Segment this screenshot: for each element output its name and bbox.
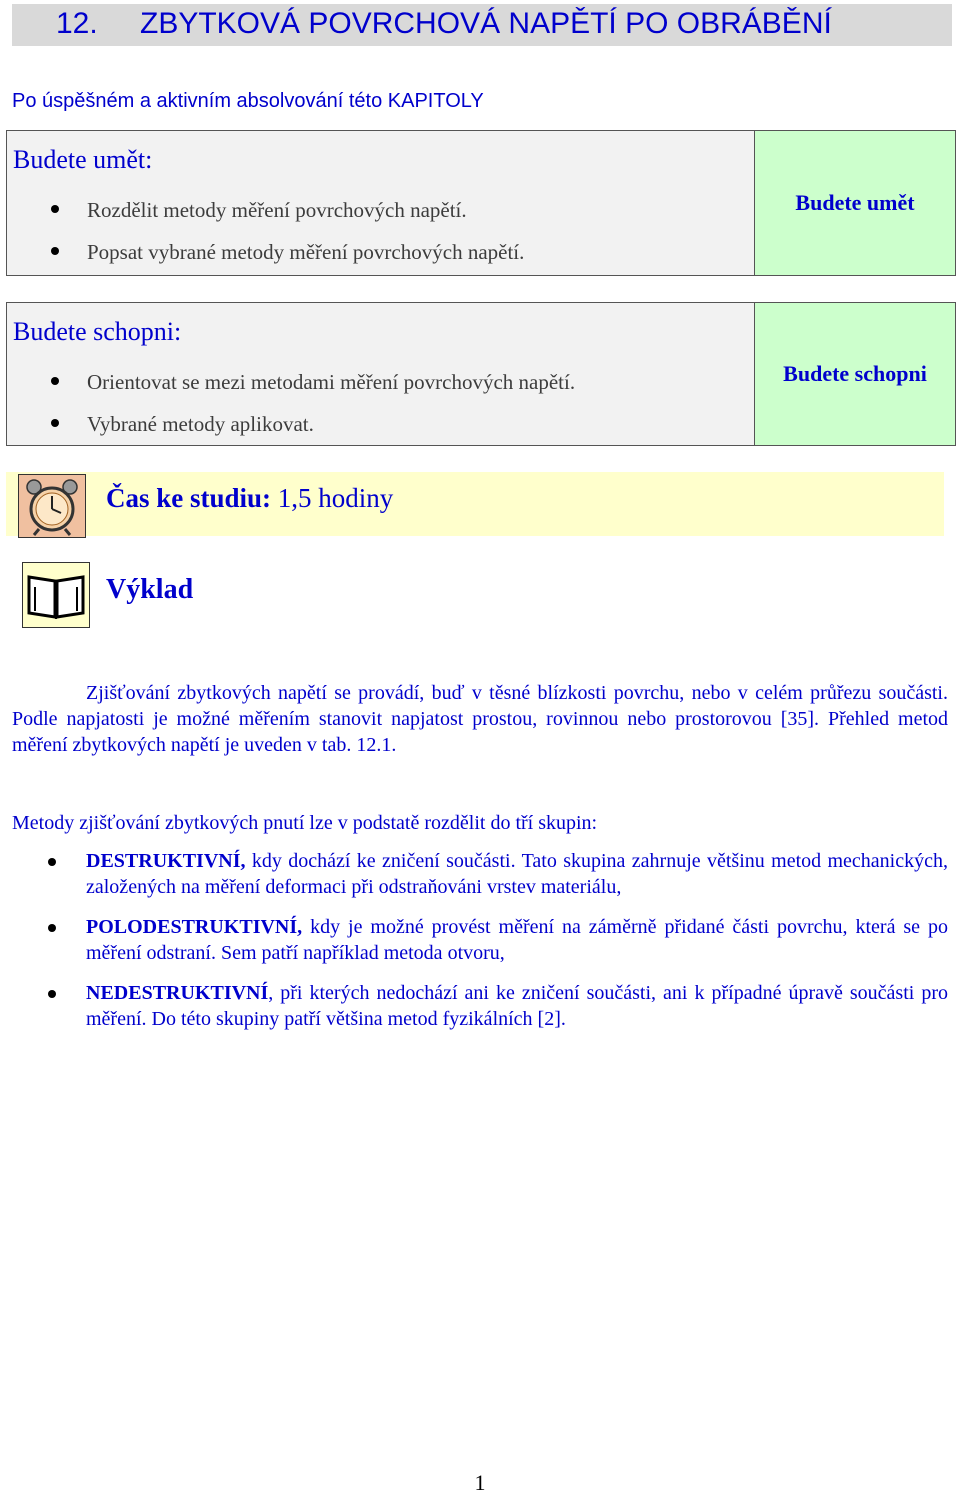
list-item: Rozdělit metody měření povrchových napětí. <box>51 189 524 231</box>
open-book-icon <box>22 562 90 628</box>
list-item: Vybrané metody aplikovat. <box>51 403 575 445</box>
will-be-able-list <box>51 361 575 445</box>
list-item <box>44 980 948 1032</box>
section-heading: Výklad <box>106 574 194 605</box>
paragraph-1: Zjišťování zbytkových napětí se provádí, buď v těsné blízkosti povrchu, nebo v celém průřezu součásti. Podle napjatosti je možné měřením stanovit napjatost prostou, rovinnou nebo prostorovou [35]. Přehled metod měření zbytkových napětí je uveden v tab. 12.1. <box>12 682 948 756</box>
will-be-able-box <box>6 302 956 446</box>
chapter-title-bar <box>12 4 952 46</box>
list-item <box>44 914 948 966</box>
will-know-list <box>51 189 524 273</box>
group-term: POLODESTRUKTIVNÍ, <box>86 916 303 938</box>
list-item: Orientovat se mezi metodami měření povrchových napětí. <box>51 361 575 403</box>
group-text: kdy dochází ke zničení součásti. Tato skupina zahrnuje většinu metod mechanických, založených na měření deformaci při odstraňováni vrstev materiálu, <box>86 850 948 898</box>
study-time-label: Čas ke studiu: <box>106 483 272 513</box>
list-item: Popsat vybrané metody měření povrchových napětí. <box>51 231 524 273</box>
list-item <box>44 848 948 900</box>
alarm-clock-icon <box>18 474 86 538</box>
will-know-heading: Budete umět: <box>13 145 153 174</box>
intro-text: Po úspěšném a aktivním absolvování této KAPITOLY <box>12 90 484 112</box>
chapter-number: 12. <box>56 7 98 40</box>
group-term: NEDESTRUKTIVNÍ <box>86 982 269 1004</box>
group-text: kdy je možné provést měření na záměrně přidané části povrchu, která se po měření odstraní. Sem patří například metoda otvoru, <box>86 916 948 964</box>
will-be-able-heading: Budete schopni: <box>13 317 182 346</box>
chapter-title: ZBYTKOVÁ POVRCHOVÁ NAPĚTÍ PO OBRÁBĚNÍ <box>140 7 832 40</box>
group-term: DESTRUKTIVNÍ, <box>86 850 246 872</box>
will-be-able-side-label: Budete schopni <box>754 303 955 445</box>
group-text: , při kterých nedochází ani ke zničení součásti, ani k případné úpravě součásti pro měření. Do této skupiny patří většina metod fyzikálních [2]. <box>86 982 948 1030</box>
study-time-value: 1,5 hodiny <box>277 483 394 513</box>
method-groups-list <box>44 848 948 1046</box>
study-time <box>106 483 393 514</box>
will-know-side-label: Budete umět <box>754 131 955 275</box>
paragraph-2: Metody zjišťování zbytkových pnutí lze v podstatě rozdělit do tří skupin: <box>12 812 598 834</box>
will-know-box <box>6 130 956 276</box>
page-number: 1 <box>474 1470 486 1495</box>
